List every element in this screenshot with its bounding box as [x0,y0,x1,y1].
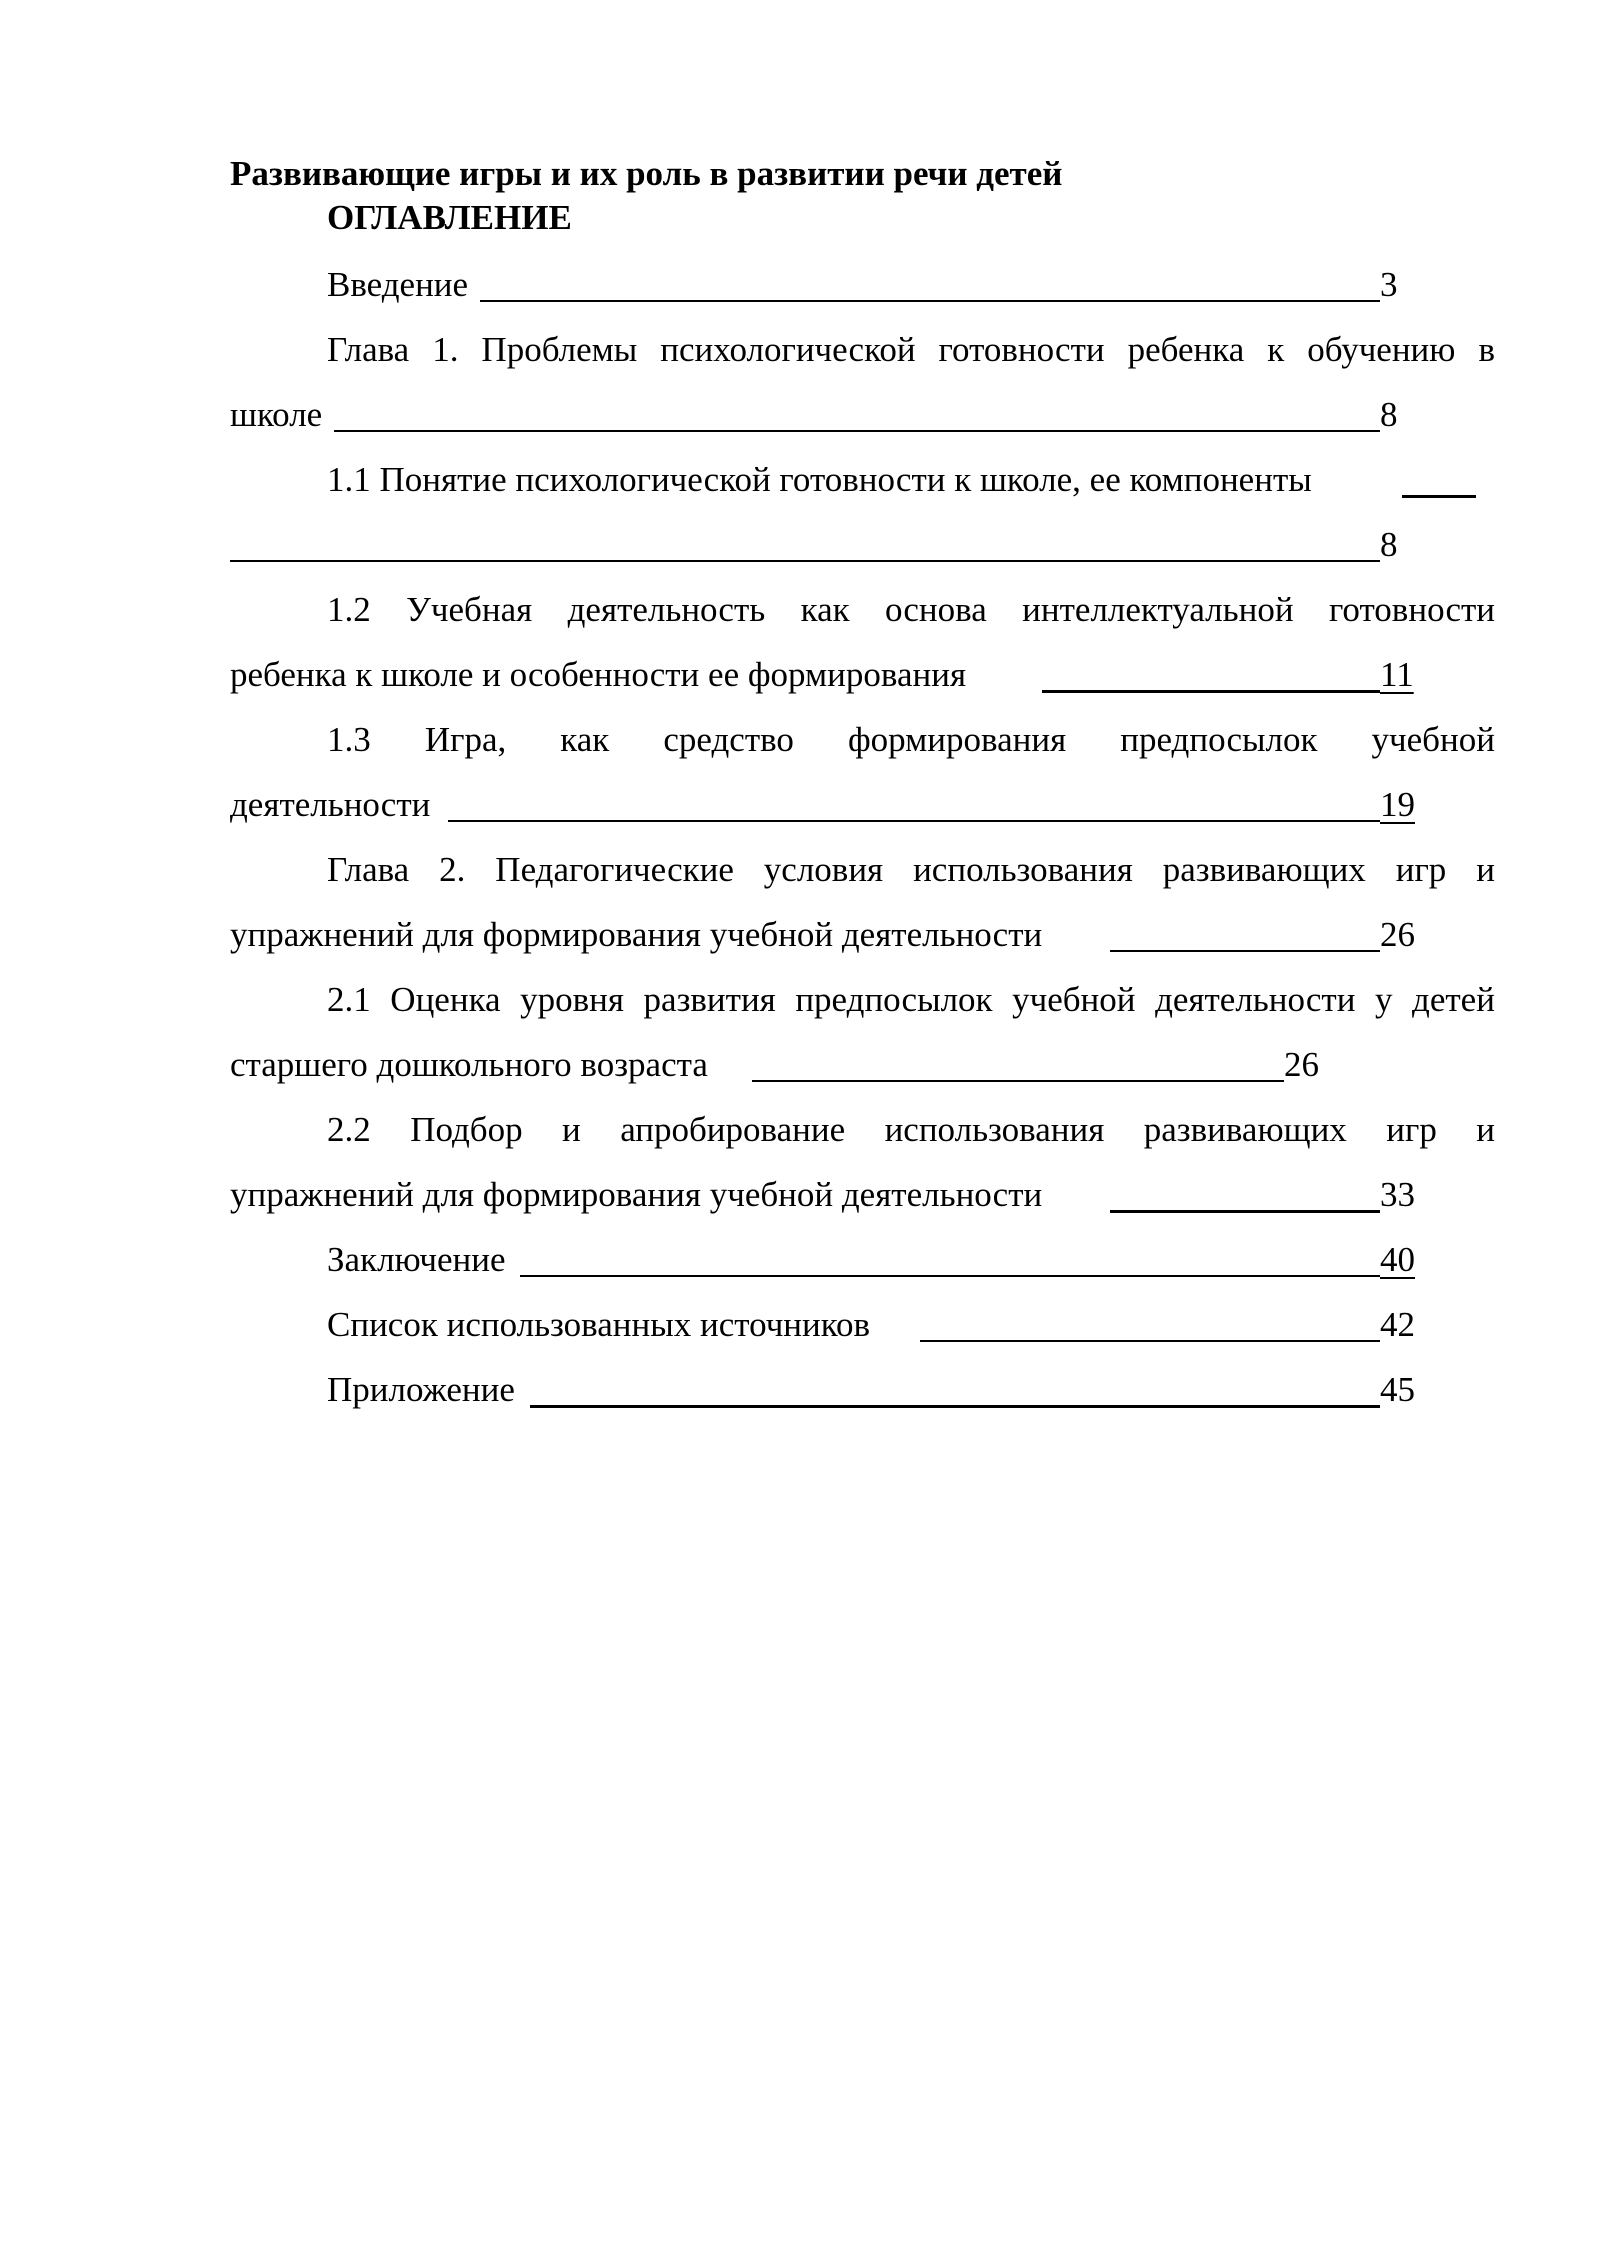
toc-entry-label-references: Список использованных источников [327,1305,871,1344]
word: формирования [847,720,1067,759]
word: 2.2 [327,1110,371,1149]
word: игр [1386,1110,1437,1149]
word: Подбор [410,1110,523,1149]
toc-leader [752,1080,1284,1082]
toc-entry-label-chapter-1 [327,325,1495,375]
word: уровня [520,980,624,1019]
toc-entry-label-continuation: упражнений для формирования учебной деятельности [230,915,1043,954]
toc-entry-label-section-2-1 [327,975,1495,1025]
word: как [800,590,850,629]
word: детей [1412,980,1495,1019]
toc-leader [530,1405,1380,1408]
word: как [560,720,610,759]
word: Глава [327,850,410,889]
toc-page-number: 19 [1380,785,1415,824]
toc-entry-label-chapter-2 [327,845,1495,895]
word: развивающих [1162,850,1366,889]
word: Глава [327,330,410,369]
word: предпосылок [1120,720,1318,759]
document-title: Развивающие игры и их роль в развитии речи детей [230,154,1063,193]
toc-entry-label-section-1-3 [327,715,1495,765]
word: использования [884,1110,1105,1149]
toc-entry-label-continuation: упражнений для формирования учебной деятельности [230,1175,1043,1214]
toc-heading: ОГЛАВЛЕНИЕ [327,198,572,237]
word: развивающих [1143,1110,1347,1149]
toc-page-number: 11 [1380,655,1414,694]
word: Проблемы [481,330,638,369]
word: Учебная [406,590,533,629]
toc-leader [230,560,1380,562]
word: и [1476,850,1495,889]
toc-entry-label-introduction: Введение [327,265,469,304]
toc-entry-label-section-1-1: 1.1 Понятие психологической готовности к школе, ее компоненты [327,460,1312,499]
word: ребенка [1127,330,1245,369]
toc-leader [1110,1210,1380,1213]
toc-page-number: 45 [1380,1370,1415,1409]
word: апробирование [620,1110,846,1149]
toc-page-number: 26 [1380,915,1415,954]
toc-leader [920,1340,1380,1342]
word: основа [885,590,987,629]
word: 2. [439,850,466,889]
toc-entry-label-continuation: деятельности [230,785,431,824]
toc-leader [448,820,1380,822]
word: деятельности [1155,980,1356,1019]
toc-leader [480,300,1380,302]
word: игр [1395,850,1447,889]
word: и [1476,1110,1495,1149]
toc-entry-label-conclusion: Заключение [327,1240,506,1279]
word: Педагогические [495,850,734,889]
toc-page-number: 8 [1380,525,1398,564]
word: 1. [432,330,459,369]
toc-entry-label-continuation: школе [230,395,323,434]
word: у [1374,980,1393,1019]
word: предпосылок [795,980,993,1019]
word: и [562,1110,581,1149]
word: готовности [938,330,1105,369]
toc-leader [1402,495,1476,498]
toc-page-number: 33 [1380,1175,1415,1214]
toc-leader [520,1275,1380,1277]
toc-leader [334,430,1380,432]
toc-page-number: 8 [1380,395,1398,434]
word: интеллектуальной [1022,590,1294,629]
word: деятельность [567,590,766,629]
word: развития [643,980,776,1019]
word: 2.1 [327,980,371,1019]
word: обучению [1307,330,1456,369]
toc-entry-label-section-2-2 [327,1105,1495,1155]
toc-leader [1042,690,1380,693]
word: психологической [660,330,916,369]
word: к [1267,330,1285,369]
toc-page-number: 26 [1284,1045,1319,1084]
word: Оценка [390,980,501,1019]
word: учебной [1371,720,1495,759]
word: 1.2 [327,590,371,629]
toc-leader [1110,950,1380,952]
toc-entry-label-appendix: Приложение [327,1370,515,1409]
toc-page-number: 40 [1380,1240,1415,1279]
word: средство [663,720,794,759]
toc-page-number: 42 [1380,1305,1415,1344]
toc-entry-label-continuation: старшего дошкольного возраста [230,1045,708,1084]
word: использования [913,850,1133,889]
toc-page-number: 3 [1380,265,1398,304]
word: 1.3 [327,720,371,759]
word: готовности [1328,590,1495,629]
toc-entry-label-continuation: ребенка к школе и особенности ее формирования [230,655,967,694]
word: учебной [1012,980,1136,1019]
word: условия [763,850,884,889]
word: Игра, [424,720,507,759]
word: в [1478,330,1495,369]
toc-entry-label-section-1-2 [327,585,1495,635]
